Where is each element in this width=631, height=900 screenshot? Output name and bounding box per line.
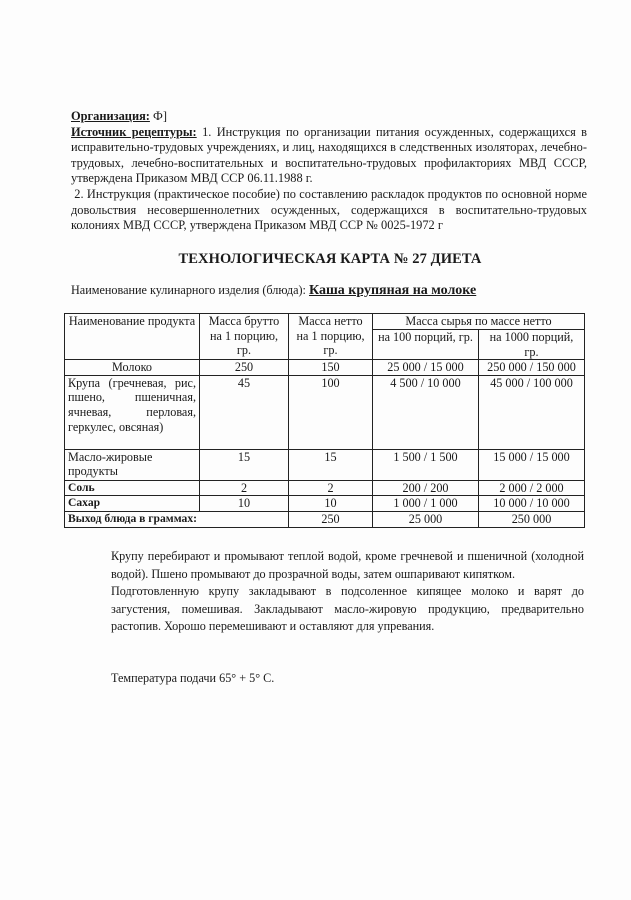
cell-per100: 200 / 200: [373, 480, 479, 496]
organization-label: Организация:: [71, 109, 150, 123]
cell-per1000: 15 000 / 15 000: [479, 449, 585, 480]
cell-product: Сахар: [65, 496, 200, 512]
cell-per100: 4 500 / 10 000: [373, 375, 479, 449]
cell-per100: 1 500 / 1 500: [373, 449, 479, 480]
cell-gross: 250: [200, 360, 289, 376]
organization-line: [71, 109, 587, 125]
dish-line: [71, 283, 476, 299]
document-header: [71, 109, 587, 234]
table-row: [65, 496, 585, 512]
page-title: ТЕХНОЛОГИЧЕСКАЯ КАРТА № 27 ДИЕТА: [178, 251, 482, 267]
yield-label: Выход блюда в граммах:: [65, 511, 289, 527]
cell-product: Крупа (гречневая, рис, пшено, пшеничная, ячневая, перловая, геркулес, овсяная): [65, 375, 200, 449]
cell-per1000: 45 000 / 100 000: [479, 375, 585, 449]
cell-gross: 45: [200, 375, 289, 449]
header-product: Наименование продукта: [65, 314, 200, 360]
table-row: [65, 480, 585, 496]
header-per100: на 100 порций, гр.: [373, 330, 479, 360]
cell-product: Масло-жировые продукты: [65, 449, 200, 480]
header-gross: Масса брутто на 1 порцию, гр.: [200, 314, 289, 360]
dish-label: Наименование кулинарного изделия (блюда):: [71, 283, 306, 297]
header-per1000: на 1000 порций, гр.: [479, 330, 585, 360]
cell-per1000: 250 000 / 150 000: [479, 360, 585, 376]
cell-net: 100: [289, 375, 373, 449]
cell-per100: 1 000 / 1 000: [373, 496, 479, 512]
table-header-row: [65, 314, 585, 330]
cell-per100: 25 000 / 15 000: [373, 360, 479, 376]
header-raw-group: Масса сырья по массе нетто: [373, 314, 585, 330]
cell-per1000: 10 000 / 10 000: [479, 496, 585, 512]
cell-gross: 10: [200, 496, 289, 512]
dish-name: Каша крупяная на молоке: [308, 283, 477, 298]
organization-value: Ф]: [153, 109, 167, 123]
cell-gross: 2: [200, 480, 289, 496]
instructions-paragraph-1: Крупу перебирают и промывают теплой водой, кроме гречневой и пшеничной (холодной водой). Пшено промывают до прозрачной воды, затем ошпаривают кипятком.: [111, 549, 584, 581]
yield-per1000: 250 000: [479, 511, 585, 527]
yield-per100: 25 000: [373, 511, 479, 527]
serving-temperature: Температура подачи 65° + 5° С.: [111, 671, 275, 685]
source-1-text: 1. Инструкция по организации питания осужденных, содержащихся в исправительно-трудовых учреждениях, и лиц, находящихся в следственных изоляторах, лечебно-трудовых, лечебно-воспитательных и воспитательно-трудовых профилакториях МВД СССР, утверждена Приказом МВД ССР 06.11.1988 г.: [71, 124, 587, 186]
cell-product: Молоко: [65, 360, 200, 376]
cooking-instructions: [111, 548, 584, 636]
cell-net: 10: [289, 496, 373, 512]
source-line-1: [71, 125, 587, 187]
table-row: [65, 449, 585, 480]
cell-per1000: 2 000 / 2 000: [479, 480, 585, 496]
cell-net: 15: [289, 449, 373, 480]
recipe-table: [64, 313, 585, 528]
table-yield-row: [65, 511, 585, 527]
table-row: [65, 360, 585, 376]
instructions-paragraph-2: Подготовленную крупу закладывают в подсоленное кипящее молоко и варят до загустения, помешивая. Закладывают масло-жировую продукцию, предварительно растопив. Хорошо перемешивают и оставляют для упревания.: [111, 584, 584, 634]
cell-gross: 15: [200, 449, 289, 480]
cell-net: 2: [289, 480, 373, 496]
cell-net: 150: [289, 360, 373, 376]
source-2-text: 2. Инструкция (практическое пособие) по составлению раскладок продуктов по основной норме довольствия несовершеннолетних осужденных, содержащихся в воспитательно-трудовых колониях МВД СССР, утверждена Приказом МВД ССР № 0025-1972 г: [71, 186, 587, 233]
header-net: Масса нетто на 1 порцию, гр.: [289, 314, 373, 360]
cell-product: Соль: [65, 480, 200, 496]
table-row: [65, 375, 585, 449]
source-label: Источник рецептуры:: [71, 124, 197, 139]
yield-net: 250: [289, 511, 373, 527]
source-line-2: [71, 187, 587, 234]
